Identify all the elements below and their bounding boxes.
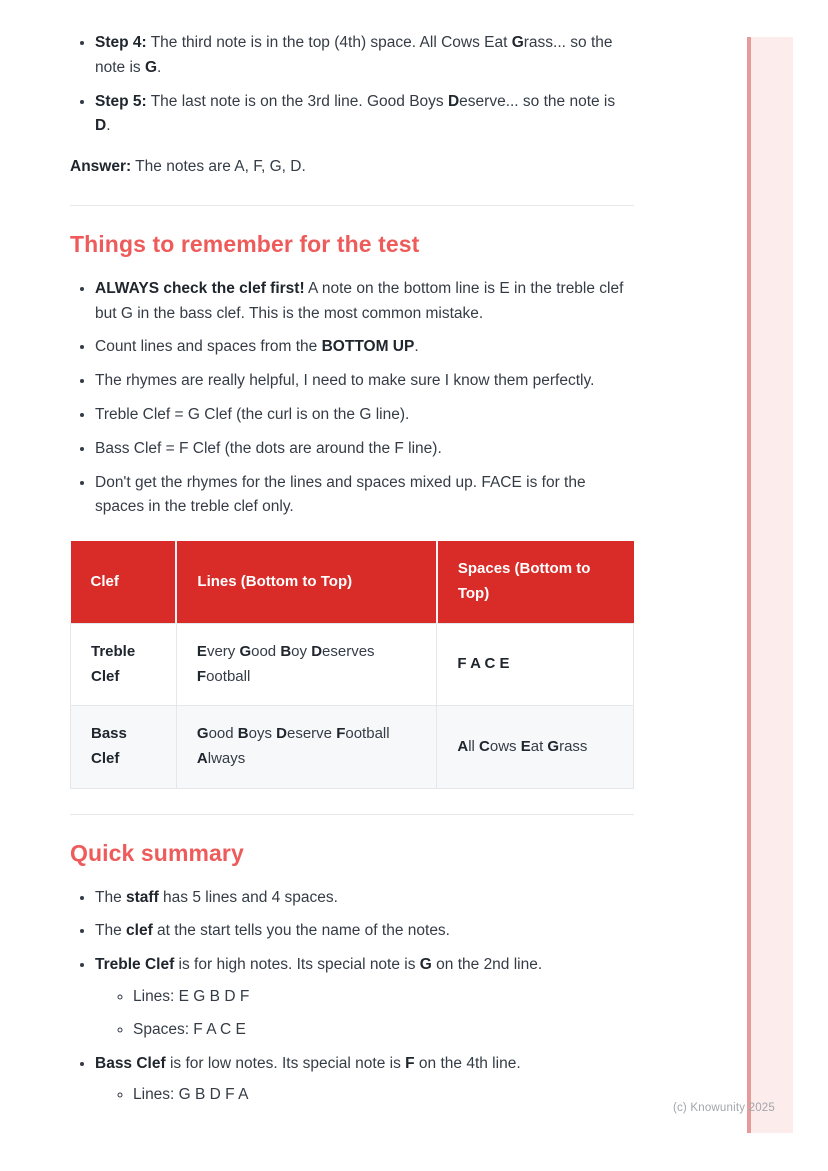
list-item: • Bass Clef = F Clef (the dots are around the F line). — [95, 437, 634, 462]
column-header-clef: Clef — [71, 541, 177, 623]
cell-lines: Every Good Boy Deserves Football — [176, 623, 436, 706]
list-item: • The rhymes are really helpful, I need to make sure I know them perfectly. — [95, 369, 634, 394]
list-item: • Treble Clef = G Clef (the curl is on the G line). — [95, 403, 634, 428]
table-row-treble — [71, 623, 634, 706]
sub-list — [95, 1083, 634, 1108]
answer-text: Answer: The notes are A, F, G, D. — [70, 158, 306, 176]
page-edge-decoration — [747, 37, 793, 1133]
steps-list — [70, 31, 634, 139]
list-item-text: Treble Clef is for high notes. Its special note is G on the 2nd line. — [95, 956, 543, 974]
cell-spaces: All Cows Eat Grass — [437, 706, 634, 789]
cell-spaces: F A C E — [437, 623, 634, 706]
list-item: • Count lines and spaces from the BOTTOM UP. — [95, 335, 634, 360]
section-divider — [70, 205, 634, 206]
list-item-step-5: • Step 5: The last note is on the 3rd line. Good Boys Deserve... so the note is D. — [95, 90, 634, 140]
cell-clef: Treble Clef — [71, 623, 177, 706]
list-item: • Don't get the rhymes for the lines and spaces mixed up. FACE is for the spaces in the treble clef only. — [95, 471, 634, 521]
sub-list-item: ◦ Lines: G B D F A — [133, 1083, 634, 1108]
list-item: • ALWAYS check the clef first! A note on the bottom line is E in the treble clef but G in the bass clef. This is the most common mistake. — [95, 277, 634, 327]
column-header-lines: Lines (Bottom to Top) — [176, 541, 436, 623]
remember-list — [70, 277, 634, 520]
section-heading-remember: Things to remember for the test — [70, 230, 420, 257]
cell-lines: Good Boys Deserve Football Always — [176, 706, 436, 789]
list-item-text: Bass Clef is for low notes. Its special note is F on the 4th line. — [95, 1054, 521, 1072]
list-item: • The staff has 5 lines and 4 spaces. — [95, 886, 634, 911]
sub-list-item: ◦ Spaces: F A C E — [133, 1018, 634, 1043]
sub-list-item: ◦ Lines: E G B D F — [133, 985, 634, 1010]
table-header-row — [71, 541, 634, 623]
document-content — [70, 31, 634, 1124]
table-row-bass — [71, 706, 634, 789]
column-header-spaces: Spaces (Bottom to Top) — [437, 541, 634, 623]
cell-clef: Bass Clef — [71, 706, 177, 789]
summary-list — [70, 886, 634, 1109]
section-divider — [70, 814, 634, 815]
sub-list — [95, 985, 634, 1043]
list-item — [95, 953, 634, 1042]
clef-table — [70, 541, 634, 789]
copyright-text: (c) Knowunity 2025 — [672, 1102, 775, 1114]
section-heading-summary: Quick summary — [70, 839, 244, 866]
list-item — [95, 1052, 634, 1109]
list-item: • The clef at the start tells you the name of the notes. — [95, 919, 634, 944]
list-item-step-4: • Step 4: The third note is in the top (4th) space. All Cows Eat Grass... so the note is G. — [95, 31, 634, 81]
